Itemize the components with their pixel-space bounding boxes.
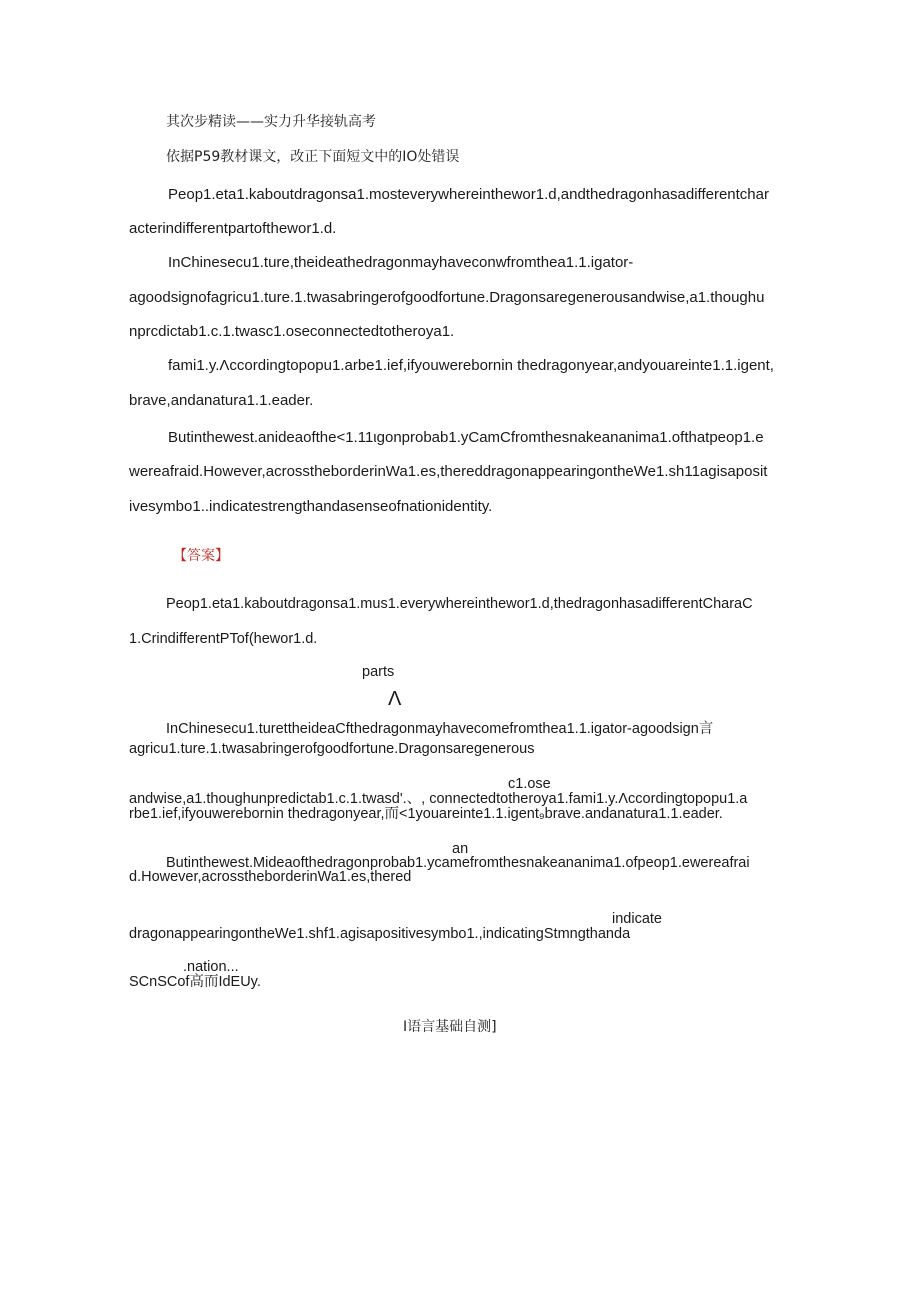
answer-line: Butinthewest.Mideaofthedragonprobab1.ycamefromthesnakeananima1.ofpeop1.ewereafrai — [166, 855, 750, 871]
passage-line: ivesymbo1..indicatestrengthandasenseofnationidentity. — [129, 498, 493, 515]
insertion-caret: Λ — [388, 688, 402, 710]
correction-mark: c1.ose — [508, 776, 551, 792]
instruction-text: 依据P59教材课文，改正下面短文中的IO处错误 — [166, 149, 460, 165]
answer-line: andwise,a1.thoughunpredictab1.c.1.twasd'.、, connectedtotheroya1.fami1.y.Λccordingtopopu1.a — [129, 791, 748, 807]
answer-line: 1.CrindifferentPTof(hewor1.d. — [129, 631, 318, 647]
answer-label: 【答案】 — [173, 548, 229, 564]
answer-line: SCnSCof高而IdEUy. — [129, 974, 261, 990]
passage-line: wereafraid.However,acrosstheborderinWa1.es,thereddragonappearingontheWe1.sh11agisaposit — [129, 463, 768, 480]
footer-section-label: I语言基础自测] — [403, 1019, 497, 1035]
answer-line: Peop1.eta1.kaboutdragonsa1.mus1.everywhereinthewor1.d,thedragonhasadifferentCharaC — [166, 596, 753, 612]
correction-mark: parts — [362, 664, 395, 680]
correction-mark: an — [452, 841, 469, 857]
passage-line: brave,andanatura1.1.eader. — [129, 392, 314, 409]
passage-line: fami1.y.Λccordingtopopu1.arbe1.ief,ifyouwerebornin thedragonyear,andyouareinte1.1.igent, — [168, 357, 774, 374]
answer-line: agricu1.ture.1.twasabringerofgoodfortune.Dragonsaregenerous — [129, 741, 535, 757]
section-title: 其次步精读——实力升华接轨高考 — [166, 114, 376, 130]
answer-line: d.However,acrosstheborderinWa1.es,thered — [129, 869, 412, 885]
answer-line: rbe1.ief,ifyouwerebornin thedragonyear,而<1youareinte1.1.igent₉brave.andanatura1.1.eader. — [129, 806, 723, 822]
answer-line: InChinesecu1.turettheideaCfthedragonmayhavecomefromthea1.1.igator-agoodsign言 — [166, 721, 714, 737]
passage-line: Butinthewest.anideaofthe<1.11ιgonprobab1.yCamCfromthesnakeananima1.ofthatpeop1.e — [168, 429, 764, 446]
passage-line: Peop1.eta1.kaboutdragonsa1.mosteverywhereinthewor1.d,andthedragonhasadifferentchar — [168, 186, 769, 203]
passage-line: agoodsignofagricu1.ture.1.twasabringerofgoodfortune.Dragonsaregenerousandwise,a1.thoughu — [129, 289, 765, 306]
correction-mark: indicate — [612, 911, 662, 927]
passage-line: acterindifferentpartofthewor1.d. — [129, 220, 337, 237]
passage-line: InChinesecu1.ture,theideathedragonmayhaveconwfromthea1.1.igator- — [168, 254, 634, 271]
correction-mark: .nation... — [183, 959, 239, 975]
answer-line: dragonappearingontheWe1.shf1.agisapositivesymbo1.,indicatingStmngthanda — [129, 926, 631, 942]
passage-line: nprcdictab1.c.1.twasc1.oseconnectedtotheroya1. — [129, 323, 455, 340]
